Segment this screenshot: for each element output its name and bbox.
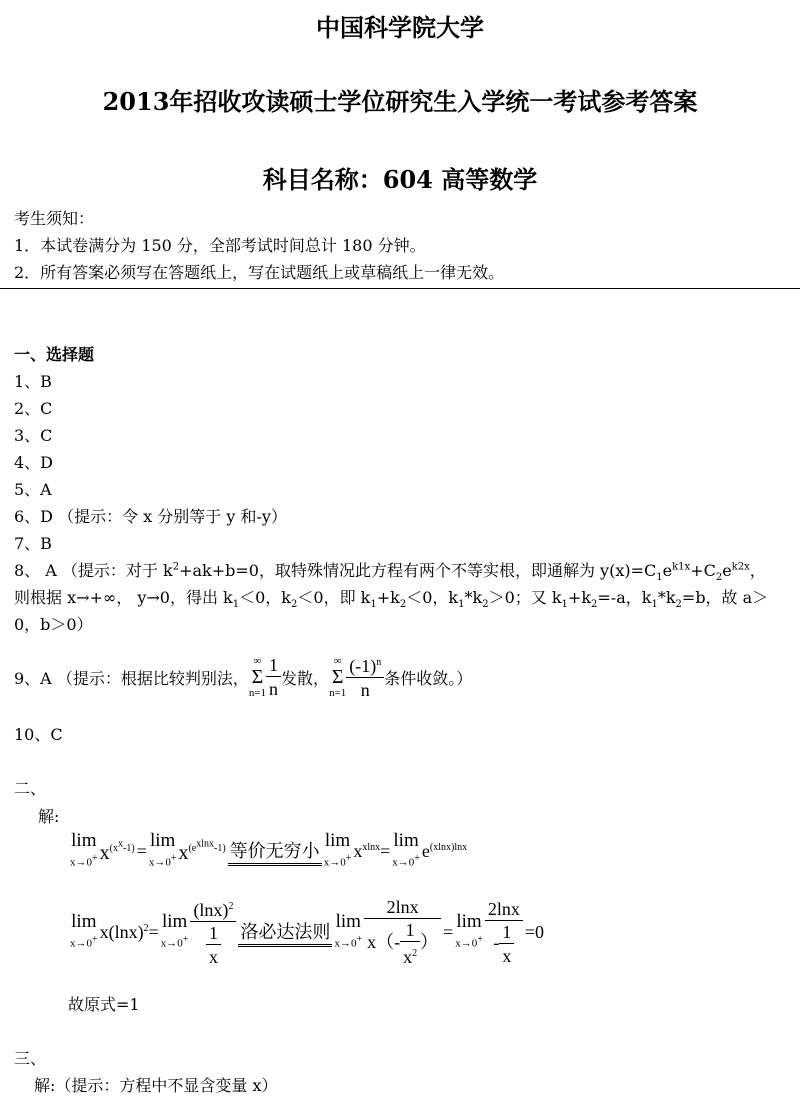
section3-solve: 解:（提示：方程中不显含变量 x）: [34, 1076, 278, 1095]
sum-symbol: ∞ Σ n=1: [248, 655, 267, 699]
section2-conclusion: 故原式=1: [68, 995, 140, 1014]
equivalent-infinitesimal-label: 等价无穷小: [228, 837, 322, 866]
answer-10: 10、C: [14, 725, 63, 744]
answer-4: 4、D: [14, 453, 54, 472]
section2-title: 二、: [14, 779, 47, 798]
title-exam: 2013年招收攻读硕士学位研究生入学统一考试参考答案: [102, 87, 698, 116]
answer-5: 5、A: [14, 480, 52, 499]
fraction-alternating: $\frac{(-1)^n}{n}$: [346, 652, 384, 702]
notice-title: 考生须知：: [14, 209, 95, 228]
sum-symbol: ∞ Σ n=1: [329, 655, 347, 699]
section3-title: 三、: [14, 1049, 47, 1068]
answer-2: 2、C: [14, 399, 53, 418]
equation-2: lim x→0+ $x(\ln x)^2=$ lim x→0+ $\frac{(\ln x)^2}{\frac{1}{x}}$ 洛必达法则 lim x→0+ 2lnx x（- $\frac{1}{x^2}$ ） = lim x→0+ 2lnx - $\frac{1}{x}$ =0: [70, 897, 545, 967]
answer-6: 6、D （提示：令 x 分别等于 y 和-y）: [14, 507, 287, 526]
divider: [0, 288, 800, 289]
equation-1: lim x→0+ $x^{(x^x-1)}$ = lim x→0+ $x^{(e^{xlnx}-1)}$ 等价无穷小 lim x→0+ $x^{xlnx}=$ lim x→0+ $e^{(xlnx)lnx}$: [70, 830, 468, 869]
answer-8-line1: 8、 A （提示：对于 $k^2+ak+b=0$，取特殊情况此方程有两个不等实根，即通解为 $y(x)=C_1e^{k1x}+C_2e^{k2x}$，: [14, 561, 766, 584]
answer-3: 3、C: [14, 426, 53, 445]
answer-1: 1、B: [14, 372, 52, 391]
notice-item-2: 2．所有答案必须写在答题纸上，写在试题纸上或草稿纸上一律无效。: [14, 263, 505, 282]
notice-item-1: 1．本试卷满分为 150 分，全部考试时间总计 180 分钟。: [14, 236, 426, 255]
fraction-1-over-n: $\frac{1}{n}$: [266, 654, 281, 701]
title-subject: 科目名称：604 高等数学: [262, 165, 538, 194]
section2-solve: 解:: [38, 807, 60, 826]
answer-8-line3: 0，b＞0）: [14, 615, 93, 634]
answer-7: 7、B: [14, 534, 52, 553]
lhopital-rule-label: 洛必达法则: [238, 918, 332, 947]
answer-9: 9、A （提示：根据比较判别法， ∞ Σ n=1 $\frac{1}{n}$ 发散， ∞ Σ n=1 $\frac{(-1)^n}{n}$ 条件收敛。）: [14, 652, 472, 702]
title-university: 中国科学院大学: [316, 13, 484, 42]
section1-title: 一、选择题: [14, 345, 95, 364]
answer-8-line2: 则根据 x→+∞， y→0，得出 $k_1<0$，$k_2<0$，即 $k_1+k_2<0$，$k_1*k_2>0$；又 $k_1+k_2=-a$，$k_1*k_2=b$，故 a＞: [14, 588, 769, 611]
